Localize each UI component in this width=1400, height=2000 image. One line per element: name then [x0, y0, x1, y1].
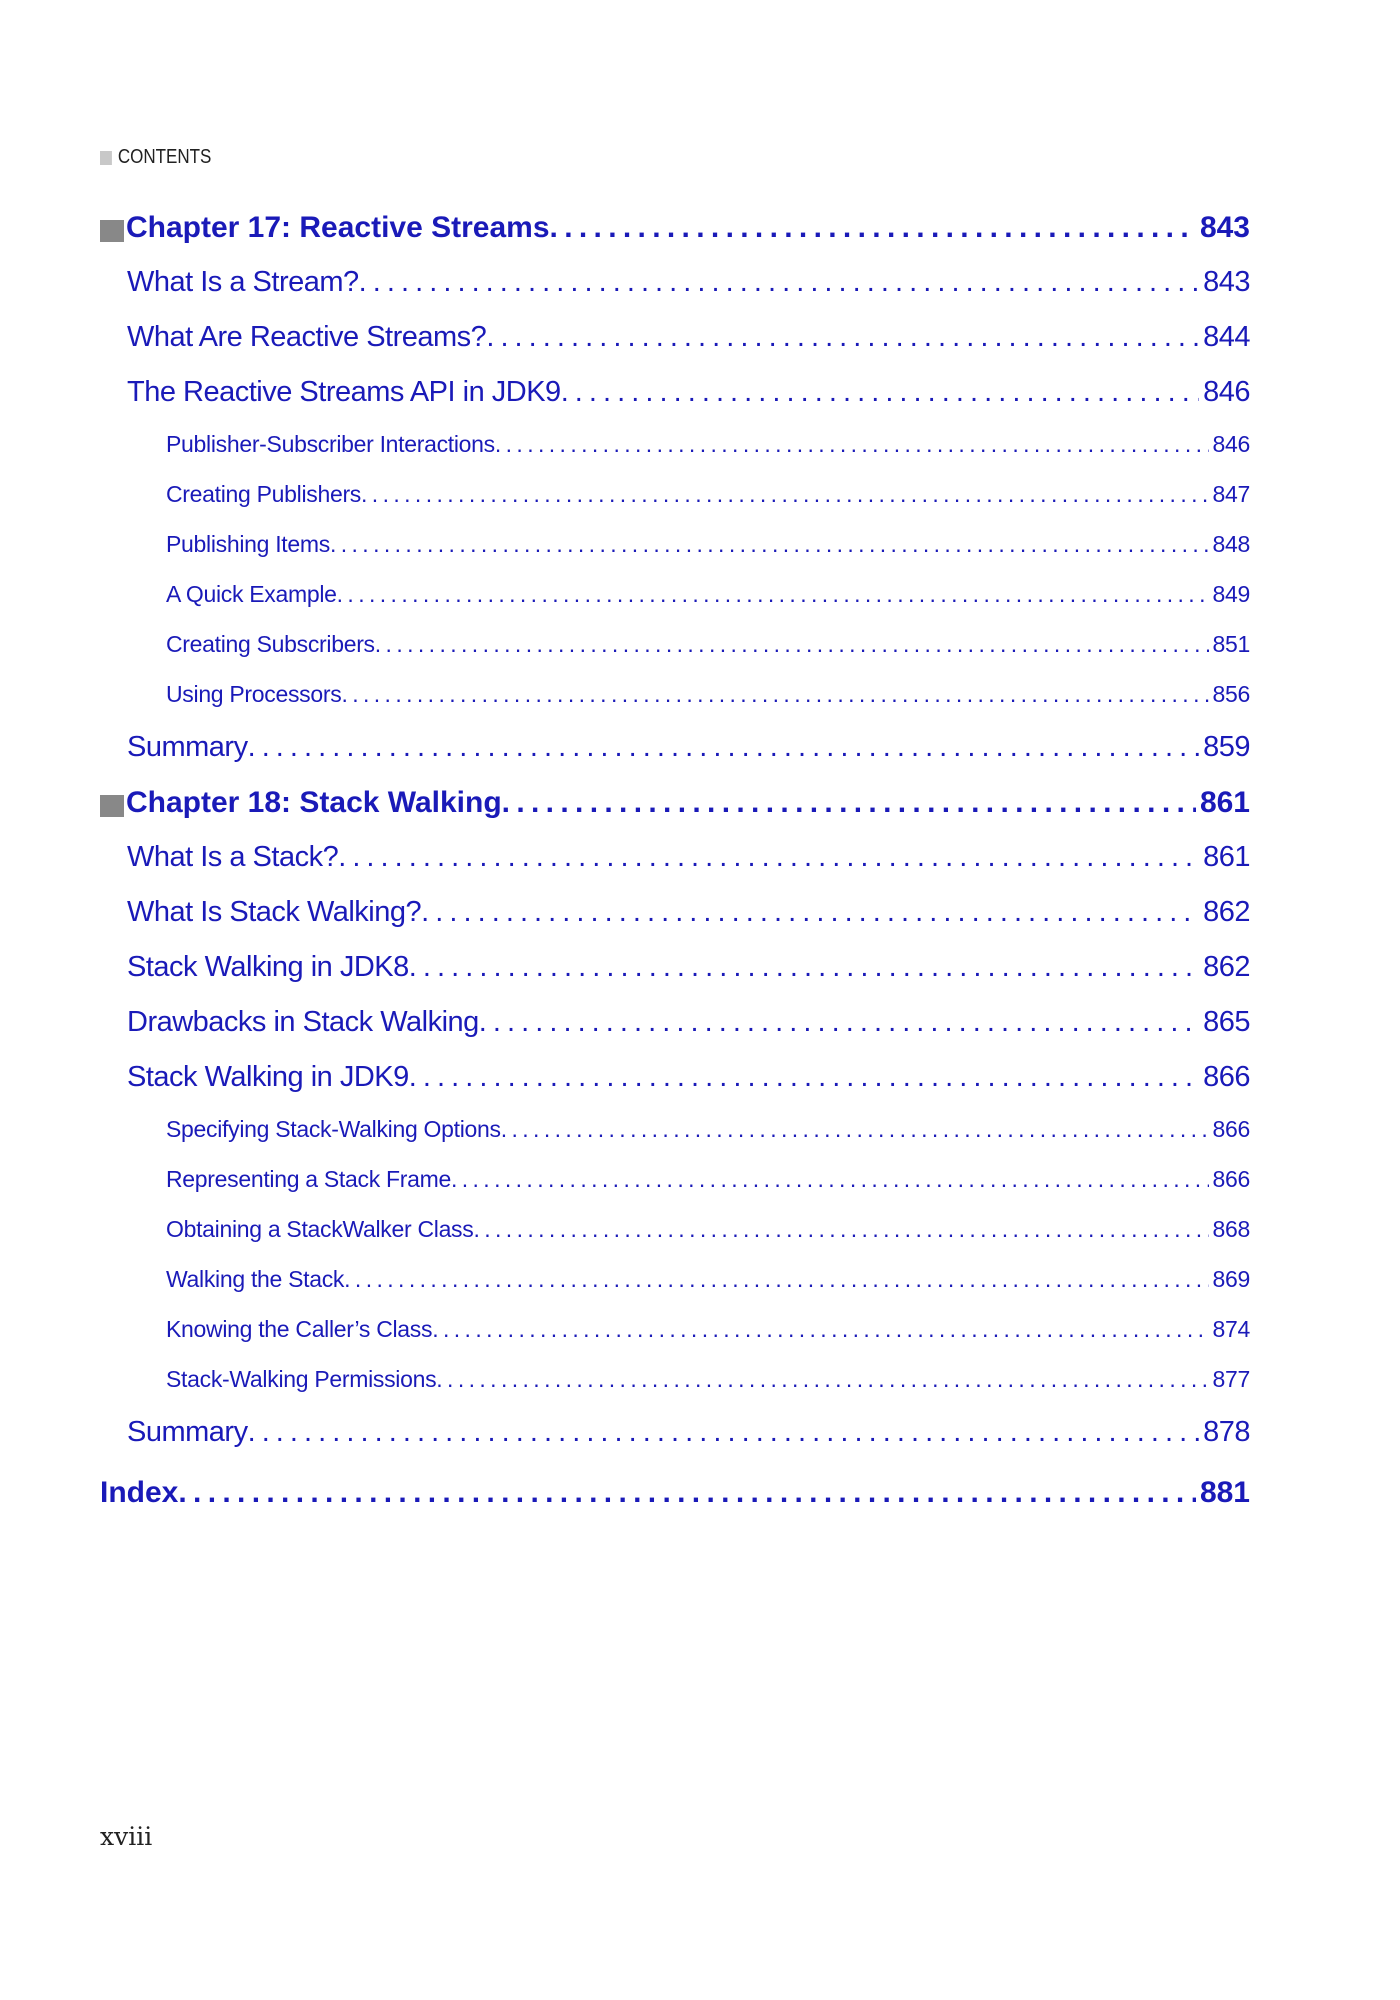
- dot-leader: [330, 531, 1209, 558]
- toc-section[interactable]: [100, 731, 1250, 771]
- toc-entry-title: Drawbacks in Stack Walking: [127, 1006, 479, 1038]
- dot-leader: [409, 1061, 1199, 1094]
- dot-leader: [479, 1006, 1199, 1039]
- toc-entry-title: Chapter 17: Reactive Streams: [126, 211, 550, 244]
- toc-entry-title: What Is Stack Walking?: [127, 896, 422, 928]
- toc-entry-title: Knowing the Caller’s Class: [166, 1316, 433, 1342]
- toc-entry-page: 874: [1209, 1316, 1250, 1343]
- toc-subsection[interactable]: [100, 1266, 1250, 1296]
- toc-section[interactable]: [100, 1006, 1250, 1046]
- dot-leader: [501, 1116, 1209, 1143]
- toc-entry-title: Creating Publishers: [166, 481, 362, 507]
- toc-entry-page: 862: [1199, 896, 1250, 929]
- toc-entry-page: 844: [1199, 321, 1250, 354]
- toc-entry-title: The Reactive Streams API in JDK9: [127, 376, 561, 408]
- toc-entry-page: 866: [1199, 1061, 1250, 1094]
- toc-entry-page: 868: [1209, 1216, 1250, 1243]
- toc-entry-title: Summary: [127, 1416, 248, 1448]
- toc-entry-page: 878: [1199, 1416, 1250, 1449]
- toc-subsection[interactable]: [100, 1366, 1250, 1396]
- toc-entry-page: 862: [1199, 951, 1250, 984]
- dot-leader: [502, 786, 1196, 820]
- toc-section[interactable]: [100, 896, 1250, 936]
- toc-section[interactable]: [100, 951, 1250, 991]
- toc-subsection[interactable]: [100, 431, 1250, 461]
- toc-subsection[interactable]: [100, 1216, 1250, 1246]
- toc-entry-title: Publishing Items: [166, 531, 330, 557]
- toc-section[interactable]: [100, 266, 1250, 306]
- toc-entry-title: Stack Walking in JDK9: [127, 1061, 409, 1093]
- dot-leader: [473, 1216, 1208, 1243]
- toc-entry-title: Index: [100, 1476, 179, 1509]
- toc-subsection[interactable]: [100, 681, 1250, 711]
- table-of-contents: [100, 205, 1250, 1516]
- dot-leader: [338, 841, 1199, 874]
- dot-leader: [248, 1416, 1200, 1449]
- dot-leader: [178, 1476, 1196, 1510]
- toc-entry-title: What Are Reactive Streams?: [127, 321, 487, 353]
- toc-section[interactable]: [100, 376, 1250, 416]
- toc-subsection[interactable]: [100, 1316, 1250, 1346]
- toc-subsection[interactable]: [100, 631, 1250, 661]
- toc-section[interactable]: [100, 1061, 1250, 1101]
- toc-entry-page: 846: [1199, 376, 1250, 409]
- toc-entry-page: 851: [1209, 631, 1250, 658]
- dot-leader: [409, 951, 1199, 984]
- toc-section[interactable]: [100, 1416, 1250, 1456]
- toc-entry-page: 861: [1199, 841, 1250, 874]
- toc-chapter-18[interactable]: [100, 786, 1250, 826]
- toc-entry-page: 861: [1196, 786, 1250, 820]
- toc-subsection[interactable]: [100, 481, 1250, 511]
- dot-leader: [432, 1316, 1208, 1343]
- toc-entry-title: Stack Walking in JDK8: [127, 951, 409, 983]
- toc-entry-page: 869: [1209, 1266, 1250, 1293]
- dot-leader: [341, 681, 1208, 708]
- toc-entry-title: Obtaining a StackWalker Class: [166, 1216, 474, 1242]
- toc-section[interactable]: [100, 841, 1250, 881]
- toc-entry-page: 877: [1209, 1366, 1250, 1393]
- page-number: xviii: [100, 1822, 153, 1851]
- dot-leader: [436, 1366, 1208, 1393]
- toc-entry-title: What Is a Stream?: [127, 266, 359, 298]
- dot-leader: [359, 266, 1199, 299]
- toc-entry-page: 865: [1199, 1006, 1250, 1039]
- header-square-icon: [100, 151, 112, 165]
- dot-leader: [344, 1266, 1208, 1293]
- toc-entry-title: Walking the Stack: [166, 1266, 345, 1292]
- dot-leader: [421, 896, 1199, 929]
- toc-entry-page: 846: [1209, 431, 1250, 458]
- toc-entry-page: 881: [1196, 1476, 1250, 1510]
- toc-entry-title: Stack-Walking Permissions: [166, 1366, 437, 1392]
- running-header: [100, 146, 211, 169]
- dot-leader: [248, 731, 1200, 764]
- toc-entry-title: Publisher-Subscriber Interactions: [166, 431, 495, 457]
- toc-entry-page: 849: [1209, 581, 1250, 608]
- toc-entry-title: Creating Subscribers: [166, 631, 375, 657]
- chapter-marker-icon: [100, 795, 124, 817]
- toc-chapter-17[interactable]: [100, 211, 1250, 251]
- toc-entry-title: Specifying Stack-Walking Options: [166, 1116, 501, 1142]
- toc-entry-page: 859: [1199, 731, 1250, 764]
- toc-subsection[interactable]: [100, 1116, 1250, 1146]
- toc-entry-title: Summary: [127, 731, 248, 763]
- toc-subsection[interactable]: [100, 531, 1250, 561]
- toc-section[interactable]: [100, 321, 1250, 361]
- dot-leader: [361, 481, 1209, 508]
- toc-entry-page: 866: [1209, 1116, 1250, 1143]
- chapter-marker-icon: [100, 220, 124, 242]
- dot-leader: [375, 631, 1209, 658]
- toc-index[interactable]: [100, 1476, 1250, 1516]
- toc-entry-page: 856: [1209, 681, 1250, 708]
- toc-entry-title: What Is a Stack?: [127, 841, 339, 873]
- dot-leader: [486, 321, 1199, 354]
- toc-entry-page: 848: [1209, 531, 1250, 558]
- toc-entry-page: 847: [1209, 481, 1250, 508]
- toc-entry-page: 866: [1209, 1166, 1250, 1193]
- toc-entry-page: 843: [1196, 211, 1250, 245]
- dot-leader: [337, 581, 1209, 608]
- toc-entry-title: Chapter 18: Stack Walking: [126, 786, 502, 819]
- header-label: CONTENTS: [117, 146, 212, 168]
- toc-entry-title: Using Processors: [166, 681, 342, 707]
- dot-leader: [495, 431, 1209, 458]
- toc-entry-page: 843: [1199, 266, 1250, 299]
- toc-subsection[interactable]: [100, 1166, 1250, 1196]
- dot-leader: [561, 376, 1199, 409]
- dot-leader: [550, 211, 1196, 245]
- toc-subsection[interactable]: [100, 581, 1250, 611]
- toc-entry-title: A Quick Example: [166, 581, 337, 607]
- dot-leader: [451, 1166, 1209, 1193]
- toc-entry-title: Representing a Stack Frame: [166, 1166, 451, 1192]
